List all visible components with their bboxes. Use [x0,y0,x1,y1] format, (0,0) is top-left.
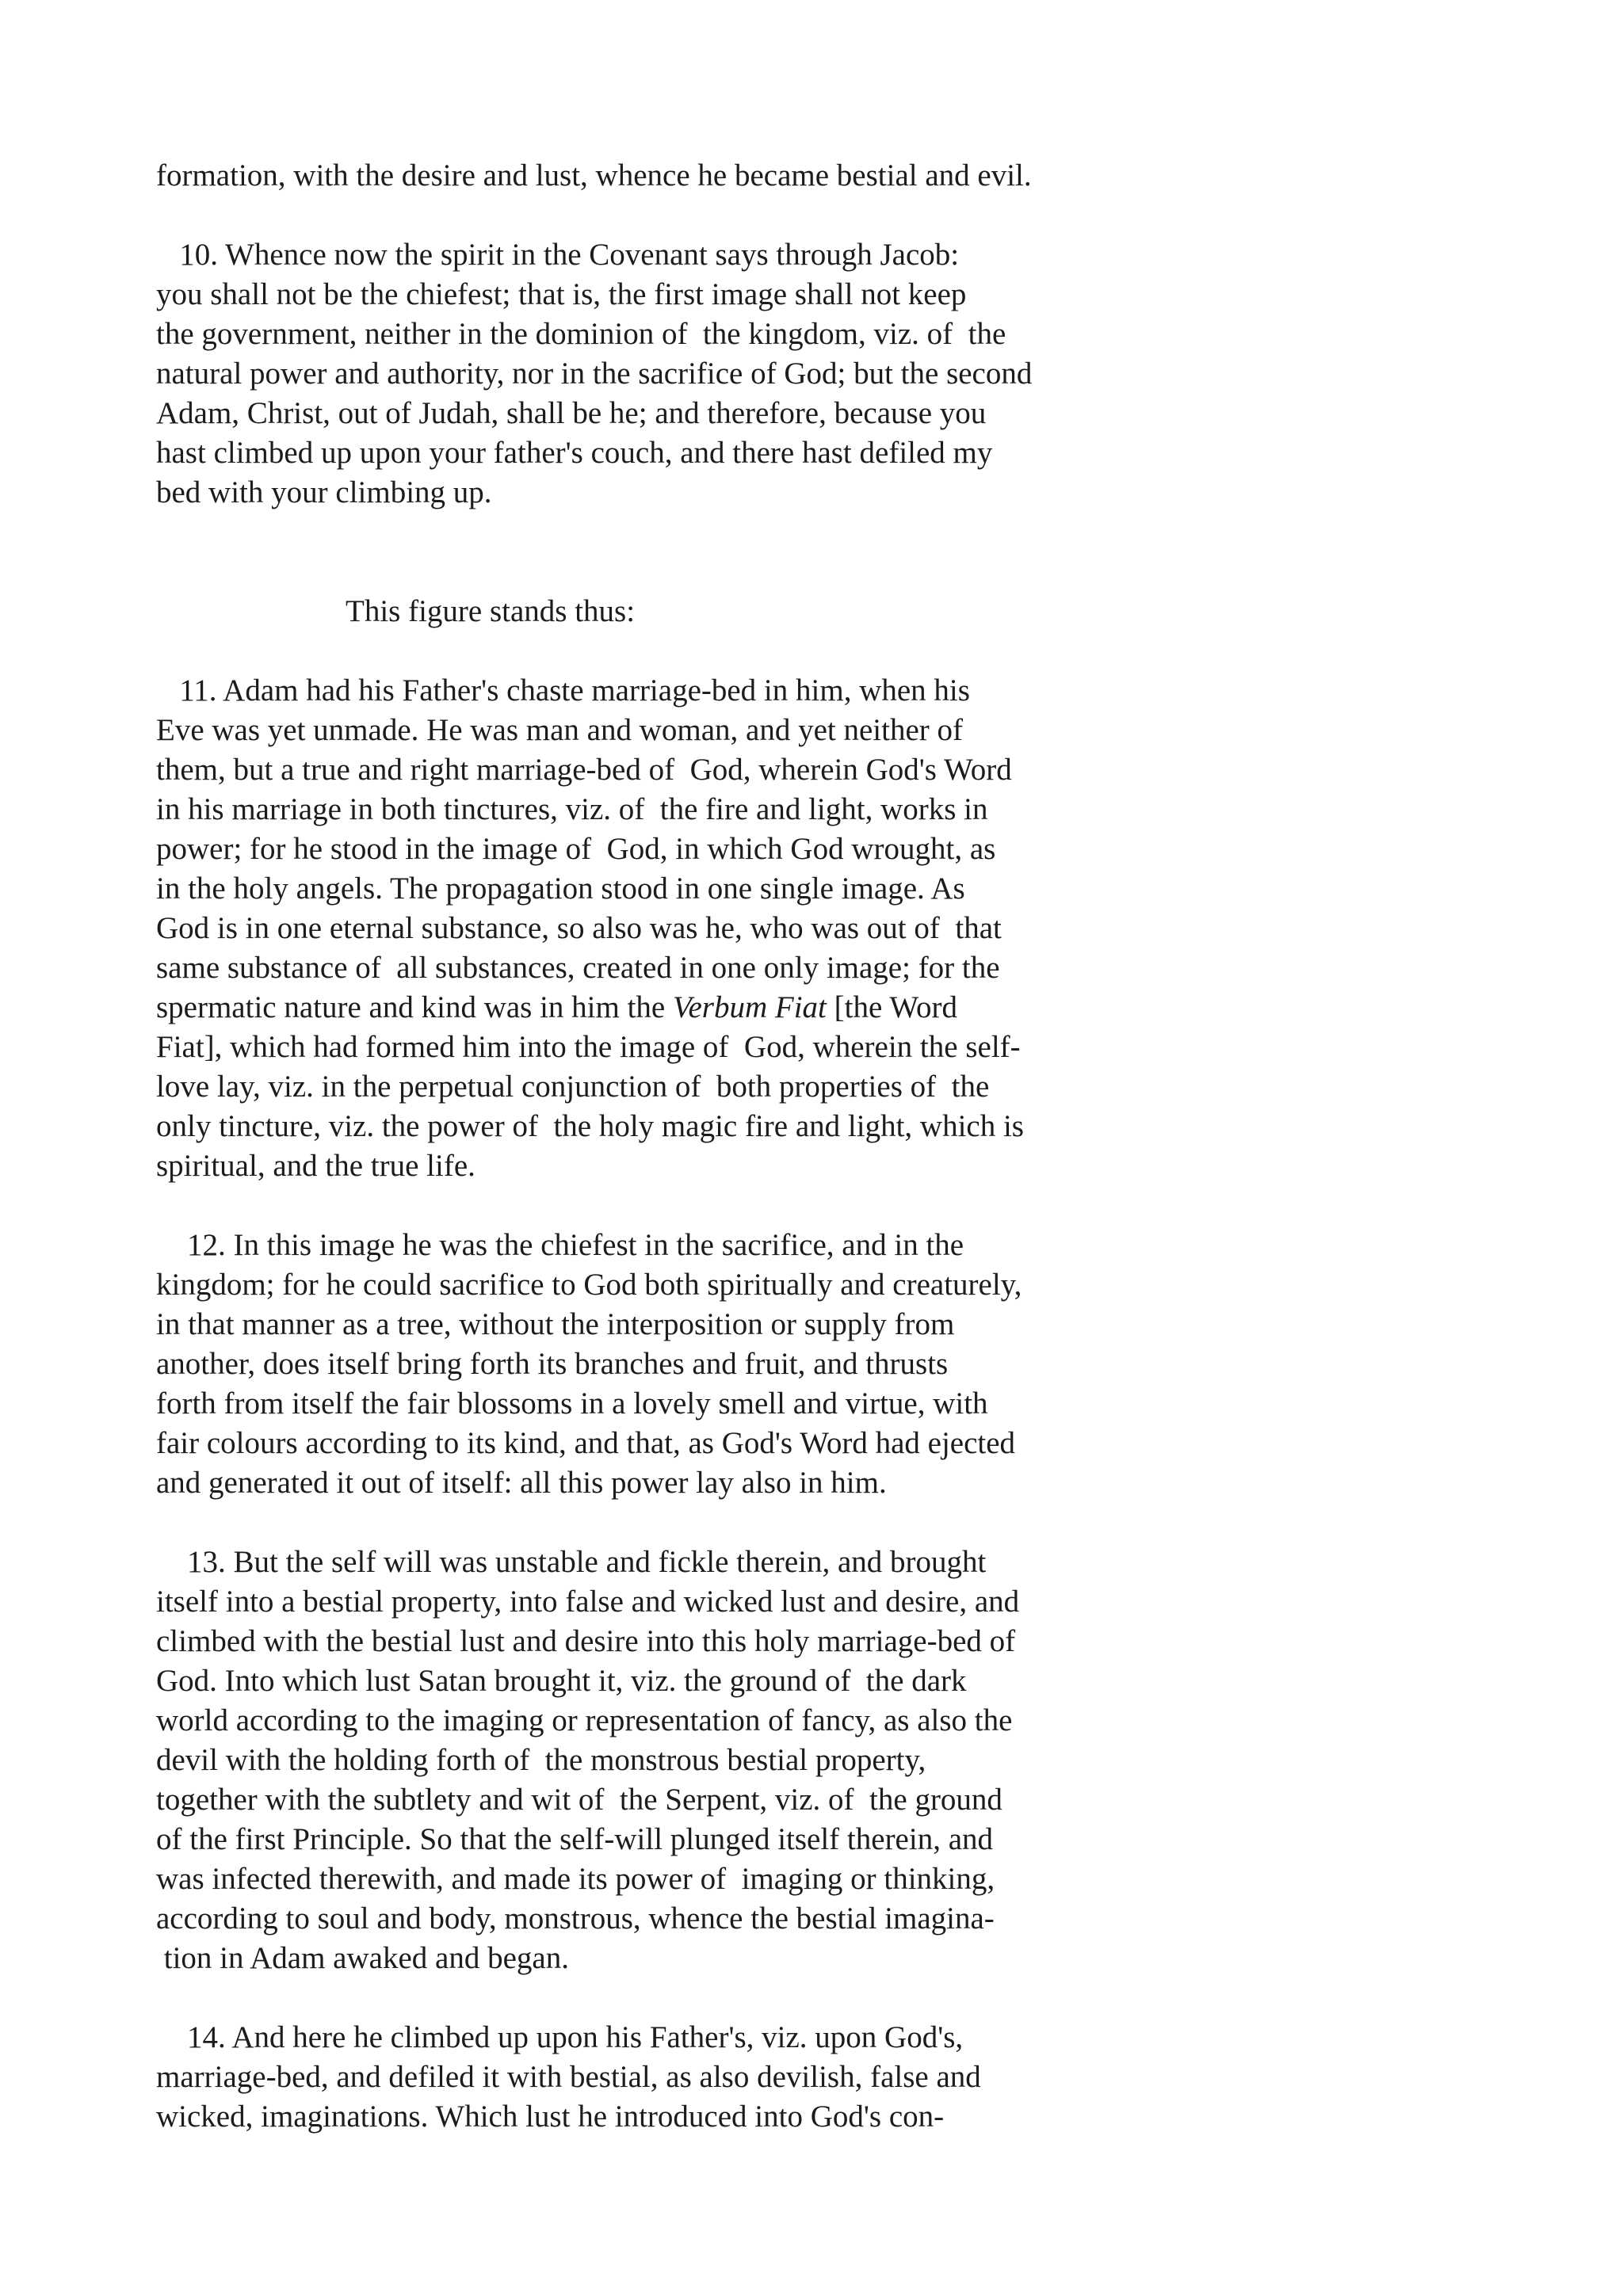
text-line: forth from itself the fair blossoms in a lovely smell and virtue, with [156,1386,988,1421]
text-line: climbed with the bestial lust and desire into this holy marriage-bed of [156,1624,1016,1658]
section-heading: This figure stands thus: [346,594,636,628]
text-line: itself into a bestial property, into false and wicked lust and desire, and [156,1585,1020,1619]
text-line: kingdom; for he could sacrifice to God both spiritually and creaturely, [156,1268,1022,1302]
text-line: love lay, viz. in the perpetual conjunction of both properties of the [156,1070,990,1104]
paragraph-10-line: 10. Whence now the spirit in the Covenant says through Jacob: [156,238,960,272]
paragraph-13-line: 13. But the self will was unstable and fickle therein, and brought [156,1545,987,1579]
text-line: world according to the imaging or representation of fancy, as also the [156,1703,1013,1737]
text-line: hast climbed up upon your father's couch, and there hast defiled my [156,436,993,470]
text-line: in that manner as a tree, without the interposition or supply from [156,1307,955,1341]
text-line: another, does itself bring forth its branches and fruit, and thrusts [156,1347,949,1381]
text-line: Eve was yet unmade. He was man and woman, and yet neither of [156,713,963,747]
text-line: in the holy angels. The propagation stood in one single image. As [156,871,965,906]
text-run: spermatic nature and kind was in him the [156,990,673,1024]
paragraph-14-line: 14. And here he climbed up upon his Father's, viz. upon God's, [156,2020,964,2054]
text-line: and generated it out of itself: all this power lay also in him. [156,1466,887,1500]
text-line: them, but a true and right marriage-bed of God, wherein God's Word [156,753,1012,787]
text-line: fair colours according to its kind, and that, as God's Word had ejected [156,1426,1016,1460]
text-line: bed with your climbing up. [156,475,492,509]
text-line: tion in Adam awaked and began. [156,1941,569,1975]
text-line: the government, neither in the dominion of the kingdom, viz. of the [156,317,1006,351]
text-line: you shall not be the chiefest; that is, the first image shall not keep [156,277,967,311]
text-line: power; for he stood in the image of God, in which God wrought, as [156,832,996,866]
text-line: God is in one eternal substance, so also was he, who was out of that [156,911,1002,945]
text-line: wicked, imaginations. Which lust he introduced into God's con- [156,2100,945,2134]
text-line: Adam, Christ, out of Judah, shall be he; and therefore, because you [156,396,987,430]
text-line: same substance of all substances, created in one only image; for the [156,951,1000,985]
text-line: Fiat], which had formed him into the image of God, wherein the self- [156,1030,1021,1064]
text-line: in his marriage in both tinctures, viz. of the fire and light, works in [156,792,988,826]
text-line: formation, with the desire and lust, whence he became bestial and evil. [156,158,1032,193]
paragraph-12-line: 12. In this image he was the chiefest in the sacrifice, and in the [156,1228,964,1262]
text-line: only tincture, viz. the power of the holy magic fire and light, which is [156,1109,1024,1143]
text-line: natural power and authority, nor in the sacrifice of God; but the second [156,357,1033,391]
text-line [156,988,957,1028]
text-run: [the Word [826,990,958,1024]
paragraph-11-line: 11. Adam had his Father's chaste marriage-bed in him, when his [156,673,970,707]
text-line: marriage-bed, and defiled it with bestial, as also devilish, false and [156,2060,981,2094]
text-line: God. Into which lust Satan brought it, viz. the ground of the dark [156,1664,967,1698]
text-line: devil with the holding forth of the monstrous bestial property, [156,1743,926,1777]
text-line: of the first Principle. So that the self-will plunged itself therein, and [156,1822,994,1856]
text-line: together with the subtlety and wit of the Serpent, viz. of the ground [156,1783,1002,1817]
italic-phrase: Verbum Fiat [673,990,827,1024]
text-line: was infected therewith, and made its power of imaging or thinking, [156,1862,995,1896]
text-line: according to soul and body, monstrous, whence the bestial imagina- [156,1901,995,1936]
text-line: spiritual, and the true life. [156,1149,475,1183]
